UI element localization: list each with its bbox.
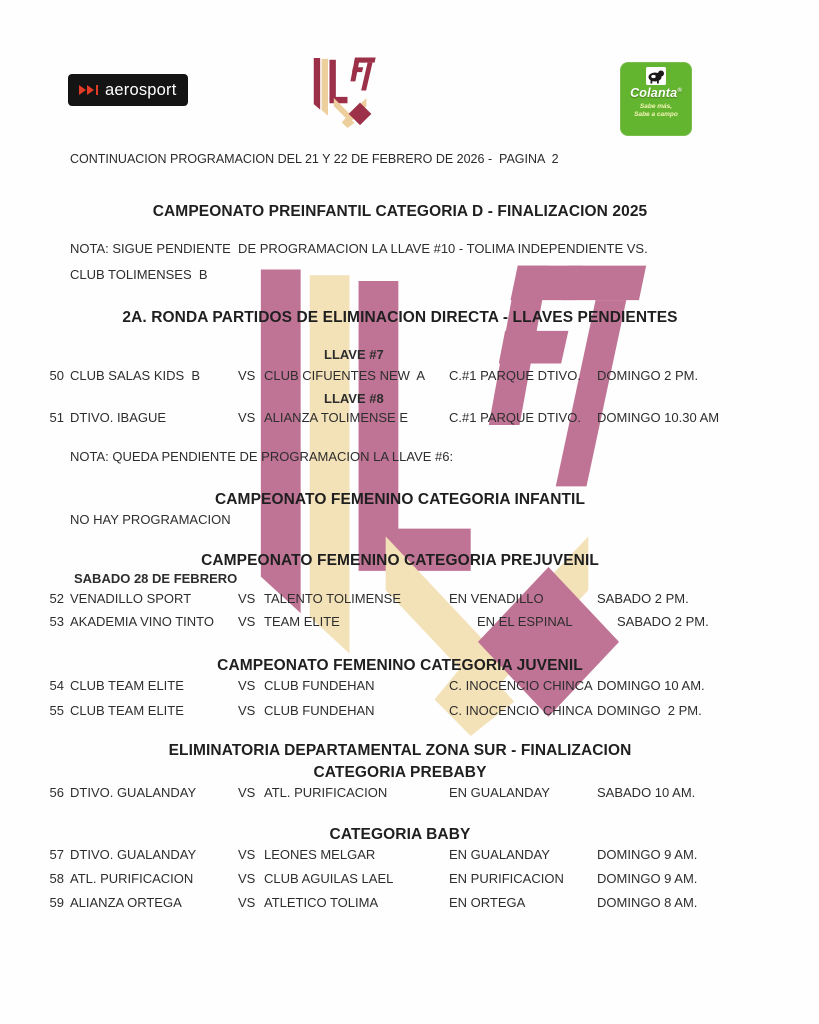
date-label-sabado-28: SABADO 28 DE FEBRERO [74,571,238,586]
heading-categoria-prebaby: CATEGORIA PREBABY [313,764,487,781]
match-time: DOMINGO 2 PM. [597,368,699,383]
colanta-logo [620,62,692,136]
match-number: 57 [49,847,64,862]
away-team: TALENTO TOLIMENSE [264,591,402,606]
heading-preinfantil: CAMPEONATO PREINFANTIL CATEGORIA D - FINALIZACION 2025 [152,203,648,220]
heading-eliminatoria-sur: ELIMINATORIA DEPARTAMENTAL ZONA SUR - FINALIZACION [168,742,632,759]
match-time: SABADO 10 AM. [597,785,696,800]
vs-label: VS [238,614,256,629]
match-row-53 [0,614,819,631]
cow-icon [646,67,666,85]
vs-label: VS [238,703,256,718]
venue: EN PURIFICACION [449,871,564,886]
home-team: ALIANZA ORTEGA [70,895,182,910]
vs-label: VS [238,410,256,425]
vs-label: VS [238,895,256,910]
match-row-57 [0,847,819,864]
match-time: DOMINGO 10.30 AM [597,410,720,425]
home-team: DTIVO. GUALANDAY [70,847,197,862]
fast-forward-icon [79,85,98,95]
home-team: AKADEMIA VINO TINTO [70,614,214,629]
away-team: CLUB FUNDEHAN [264,678,375,693]
away-team: ATLETICO TOLIMA [264,895,379,910]
colanta-name: Colanta® [630,86,682,100]
note-preinfantil-line1: NOTA: SIGUE PENDIENTE DE PROGRAMACION LA LLAVE #10 - TOLIMA INDEPENDIENTE VS. [70,241,648,256]
match-row-54 [0,678,819,695]
venue: C. INOCENCIO CHINCA [449,678,593,693]
match-row-58 [0,871,819,888]
vs-label: VS [238,678,256,693]
match-time: DOMINGO 8 AM. [597,895,698,910]
match-number: 50 [49,368,64,383]
vs-label: VS [238,871,256,886]
match-number: 54 [49,678,64,693]
venue: EN GUALANDAY [449,847,550,862]
vs-label: VS [238,785,256,800]
match-number: 55 [49,703,64,718]
away-team: CLUB AGUILAS LAEL [264,871,394,886]
match-time: DOMINGO 10 AM. [597,678,705,693]
venue: EN GUALANDAY [449,785,550,800]
match-time: DOMINGO 9 AM. [597,871,698,886]
match-number: 53 [49,614,64,629]
match-time: DOMINGO 9 AM. [597,847,698,862]
label-llave-8: LLAVE #8 [324,391,384,406]
match-row-56 [0,785,819,802]
venue: EN VENADILLO [449,591,544,606]
away-team: ATL. PURIFICACION [264,785,388,800]
match-time: SABADO 2 PM. [597,591,689,606]
venue: EN EL ESPINAL [477,614,573,629]
heading-segunda-ronda: 2A. RONDA PARTIDOS DE ELIMINACION DIRECTA - LLAVES PENDIENTES [122,309,678,326]
match-time: DOMINGO 2 PM. [597,703,702,718]
vs-label: VS [238,847,256,862]
match-row-59 [0,895,819,912]
heading-fem-infantil: CAMPEONATO FEMENINO CATEGORIA INFANTIL [214,491,586,508]
match-number: 51 [49,410,64,425]
vs-label: VS [238,591,256,606]
match-row-51 [0,410,819,427]
match-number: 59 [49,895,64,910]
venue: C. INOCENCIO CHINCA [449,703,593,718]
note-preinfantil-line2: CLUB TOLIMENSES B [70,267,208,282]
away-team: CLUB CIFUENTES NEW A [264,368,426,383]
match-number: 52 [49,591,64,606]
home-team: CLUB TEAM ELITE [70,703,184,718]
lft-crest-icon [312,56,376,128]
match-row-50 [0,368,819,385]
away-team: LEONES MELGAR [264,847,376,862]
heading-fem-juvenil: CAMPEONATO FEMENINO CATEGORIA JUVENIL [217,657,583,674]
venue: C.#1 PARQUE DTIVO. [449,368,581,383]
match-row-52 [0,591,819,608]
match-time: SABADO 2 PM. [617,614,709,629]
heading-fem-prejuvenil: CAMPEONATO FEMENINO CATEGORIA PREJUVENIL [201,552,599,569]
aerosport-logo [68,74,188,106]
colanta-slogan-line1: Sabe más, [639,103,673,110]
home-team: ATL. PURIFICACION [70,871,194,886]
home-team: DTIVO. IBAGUE [70,410,167,425]
aerosport-label: aerosport [105,80,177,99]
colanta-slogan-line2: Sabe a campo [634,111,678,118]
home-team: DTIVO. GUALANDAY [70,785,197,800]
away-team: ALIANZA TOLIMENSE E [264,410,409,425]
home-team: CLUB TEAM ELITE [70,678,184,693]
heading-categoria-baby: CATEGORIA BABY [329,826,471,843]
vs-label: VS [238,368,256,383]
page-title: CONTINUACION PROGRAMACION DEL 21 Y 22 DE FEBRERO DE 2026 - PAGINA 2 [70,152,559,166]
registered-mark: ® [677,87,682,94]
colanta-slogan [634,103,678,119]
away-team: CLUB FUNDEHAN [264,703,375,718]
match-number: 56 [49,785,64,800]
note-llave-6: NOTA: QUEDA PENDIENTE DE PROGRAMACION LA LLAVE #6: [70,449,454,464]
home-team: VENADILLO SPORT [70,591,192,606]
venue: EN ORTEGA [449,895,526,910]
match-number: 58 [49,871,64,886]
venue: C.#1 PARQUE DTIVO. [449,410,581,425]
no-programacion-label: NO HAY PROGRAMACION [70,512,231,527]
away-team: TEAM ELITE [264,614,340,629]
label-llave-7: LLAVE #7 [324,347,384,362]
home-team: CLUB SALAS KIDS B [70,368,201,383]
match-row-55 [0,703,819,720]
